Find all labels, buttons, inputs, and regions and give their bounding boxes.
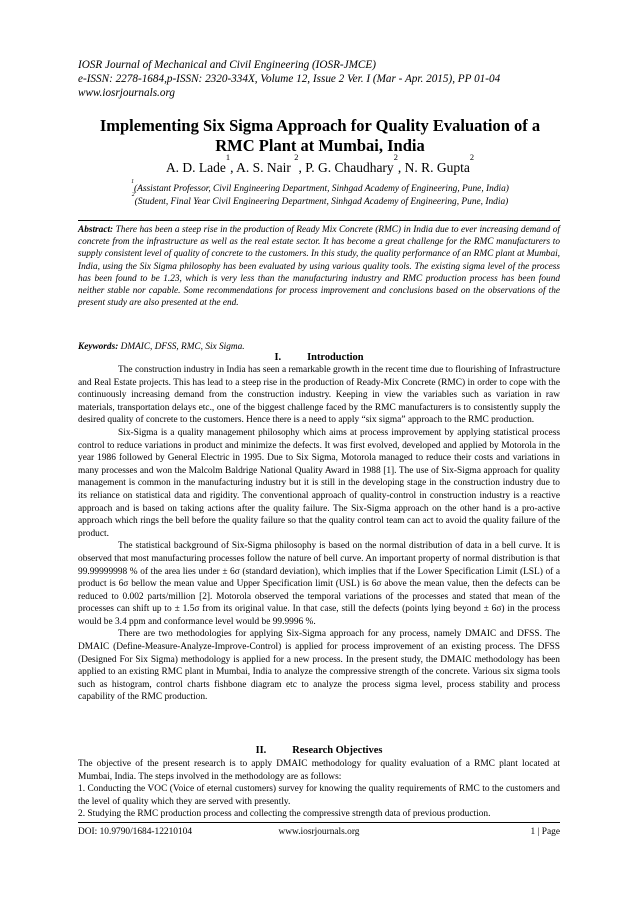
footer-page-number: 1 | Page [530, 827, 560, 837]
author-separator: , [397, 160, 405, 175]
section-heading-research-objectives [78, 744, 560, 757]
section-number: I. [274, 352, 282, 363]
author-affiliation-mark: 1 [225, 152, 231, 162]
affiliation-text: (Student, Final Year Civil Engineering Department, Sinhgad Academy of Engineering, Pune, India) [134, 197, 509, 207]
author-name: P. G. Chaudhary [305, 160, 394, 175]
journal-url[interactable]: www.iosrjournals.org [78, 87, 175, 100]
paper-title-line-1: Implementing Six Sigma Approach for Quality Evaluation of a [99, 116, 541, 135]
author-separator: , [230, 160, 237, 175]
keywords-label: Keywords: [78, 342, 119, 352]
footer-doi: DOI: 10.9790/1684-12210104 [78, 827, 193, 837]
affiliation-2 [60, 191, 580, 208]
section-title: Introduction [307, 352, 364, 363]
paper-title [60, 116, 580, 156]
abstract-label: Abstract: [78, 225, 114, 235]
affiliation-1 [60, 178, 580, 195]
affiliation-text: (Assistant Professor, Civil Engineering Department, Sinhgad Academy of Engineering, Pune, India) [133, 184, 509, 194]
journal-name: IOSR Journal of Mechanical and Civil Engineering (IOSR-JMCE) [78, 59, 376, 71]
header-divider [78, 220, 560, 221]
keywords-text: DMAIC, DFSS, RMC, Six Sigma. [120, 342, 245, 352]
abstract [78, 224, 560, 309]
paragraph: The objective of the present research is to apply DMAIC methodology for quality evaluation of a RMC plant located at Mumbai, India. The steps involved in the methodology are as follows: [78, 759, 560, 782]
paper-title-line-2: RMC Plant at Mumbai, India [215, 136, 425, 155]
list-item: 2. Studying the RMC production process and collecting the compressive strength data of previous production. [78, 809, 491, 820]
footer-site[interactable]: www.iosrjournals.org [278, 827, 360, 837]
author-name: N. R. Gupta [404, 160, 470, 175]
research-objectives-body [78, 758, 560, 821]
author-separator: , [298, 160, 306, 175]
footer-divider [78, 822, 560, 823]
paragraph: The statistical background of Six-Sigma philosophy is based on the normal distribution of data in a bell curve. It is observed that most manufacturing processes follow the nature of bell curve. An important property of normal distribution is that 99.99999998 % of the area lies under ± 6σ (standard deviation), which implies that if the Lower Specification Limit (LSL) of a product is 6σ bellow the mean value and Upper Specification limit (USL) is 6σ above the mean value, then the defects can be reduced to 0.002 parts/million [2]. Motorola observed the temporal variations of the processes and stated that mean of the processes can shift up to ± 1.5σ from its original value. In that case, still the defects (points lying beyond ± 6σ) in the process would be 3.4 ppm and conformance level would be 99.9996 %. [78, 541, 560, 627]
paragraph: The construction industry in India has seen a remarkable growth in the recent time due to flourishing of Infrastructure and Real Estate projects. This has lead to a steep rise in the production of Ready-Mix Concrete (RMC) in order to cope with the continuously increasing demand from the construction industry. Keeping in view the variables such as variation in raw materials, transportation delays etc., one of the biggest challenge faced by the RMC manufacturers is to consistently supply the desired quality of concrete to the customers. Hence there is a need to apply “six sigma” approach to the RMC production. [78, 365, 560, 426]
author-list [60, 152, 580, 176]
affiliation-mark: 1 [131, 178, 134, 185]
journal-header [78, 58, 578, 101]
author-name: A. D. Lade [165, 160, 226, 175]
abstract-text: There has been a steep rise in the production of Ready Mix Concrete (RMC) in India due to ever increasing demand of concrete from the infrastructure as well as the real estate sector. It has become a great challenge for the RMC manufacturers to supply consistent level of quality of concrete to the customers. In this study, the quality performance of an RMC plant at Mumbai, India, using the Six Sigma philosophy has been evaluated by using various quality tools. The existing sigma level of the process has been found to be 1.23, which is very less than the manufacturing industry and RMC production process has been found neither stable nor capable. Some recommendations for process improvement and conclusions based on the observations of the present study are also presented at the end. [78, 225, 560, 309]
paragraph: There are two methodologies for applying Six-Sigma approach for any process, namely DMAIC and DFSS. The DMAIC (Define-Measure-Analyze-Improve-Control) is applied for process improvement of an existing process. The DFSS (Designed For Six Sigma) methodology is applied for a new process. In the present study, the DMAIC methodology has been applied to an existing RMC plant in Mumbai, India to analyze the compressive strength of the concrete. Various six sigma tools such as histogram, control charts fishbone diagram etc to analyze the process sigma level, process stability and process capability of the RMC production. [78, 629, 560, 703]
introduction-body [78, 364, 560, 704]
author-affiliation-mark: 2 [393, 152, 398, 162]
section-number: II. [255, 745, 267, 756]
list-item: 1. Conducting the VOC (Voice of eternal customers) survey for knowing the quality requirements of RMC to the customers and the level of quality which they are served with presently. [78, 784, 560, 807]
section-heading-introduction [78, 351, 560, 364]
author-name: A. S. Nair [236, 160, 295, 175]
journal-issn: e-ISSN: 2278-1684,p-ISSN: 2320-334X, Volume 12, Issue 2 Ver. I (Mar - Apr. 2015), PP 01-04 [78, 73, 501, 86]
affiliation-mark: 2 [131, 191, 135, 198]
author-affiliation-mark: 2 [469, 152, 475, 162]
author-affiliation-mark: 2 [294, 152, 299, 162]
paragraph: Six-Sigma is a quality management philosophy which aims at process improvement by applying statistical process control to reduce variations in product and minimize the defects. It was first evolved, developed and applied by Motorola in the year 1986 followed by General Electric in 1995. Due to Six Sigma, Motorola managed to reduce their costs and variations in many processes and won the Malcolm Baldrige National Quality Award in 1988 [1]. The use of Six-Sigma approach for quality management is common in the manufacturing industry but it is still in the developing stage in the construction industry due to its reliance on statistical data and rigidity. The conventional approach of quality-control in construction industry is a reactive approach and is based on taking actions after the quality failure. The Six-Sigma approach on the other hand is a pro-active approach which rings the bell before the quality failure so that the quality control team can act to avoid the quality failure of the product. [78, 427, 560, 539]
section-title: Research Objectives [292, 745, 383, 756]
